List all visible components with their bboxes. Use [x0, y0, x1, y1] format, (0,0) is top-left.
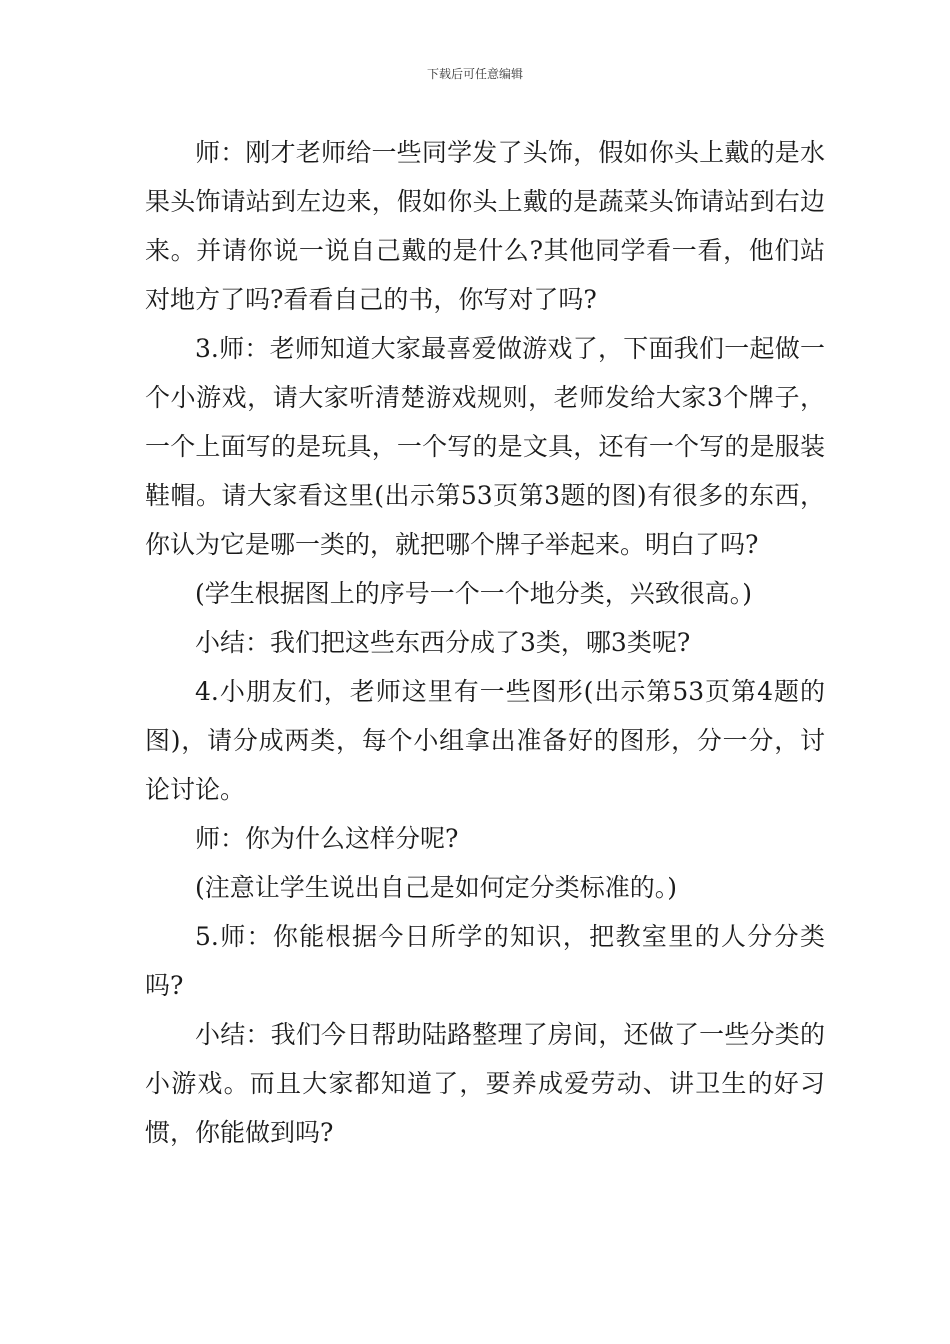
paragraph-8: 5.师：你能根据今日所学的知识，把教室里的人分分类吗? [145, 922, 825, 1000]
paragraph-6: 师：你为什么这样分呢? [195, 824, 459, 853]
paragraph-1: 师：刚才老师给一些同学发了头饰，假如你头上戴的是水果头饰请站到左边来，假如你头上戴的是蔬菜头饰请站到右边来。并请你说一说自己戴的是什么?其他同学看一看，他们站对地方了吗?看看自己的书，你写对了吗? [145, 138, 825, 314]
paragraph-7: (注意让学生说出自己是如何定分类标准的。) [195, 873, 678, 902]
document-body [145, 128, 825, 1157]
paragraph-3: (学生根据图上的序号一个一个地分类，兴致很高。) [195, 579, 753, 608]
paragraph-4: 小结：我们把这些东西分成了3类，哪3类呢? [195, 628, 691, 657]
paragraph-5: 4.小朋友们，老师这里有一些图形(出示第53页第4题的图)，请分成两类，每个小组拿出准备好的图形，分一分，讨论讨论。 [145, 677, 825, 804]
page-header: 下载后可任意编辑 [426, 67, 523, 81]
paragraph-9: 小结：我们今日帮助陆路整理了房间，还做了一些分类的小游戏。而且大家都知道了，要养成爱劳动、讲卫生的好习惯，你能做到吗? [145, 1020, 825, 1147]
paragraph-2: 3.师：老师知道大家最喜爱做游戏了，下面我们一起做一个小游戏，请大家听清楚游戏规则，老师发给大家3个牌子，一个上面写的是玩具，一个写的是文具，还有一个写的是服装鞋帽。请大家看这里(出示第53页第3题的图)有很多的东西，你认为它是哪一类的，就把哪个牌子举起来。明白了吗? [145, 334, 825, 559]
